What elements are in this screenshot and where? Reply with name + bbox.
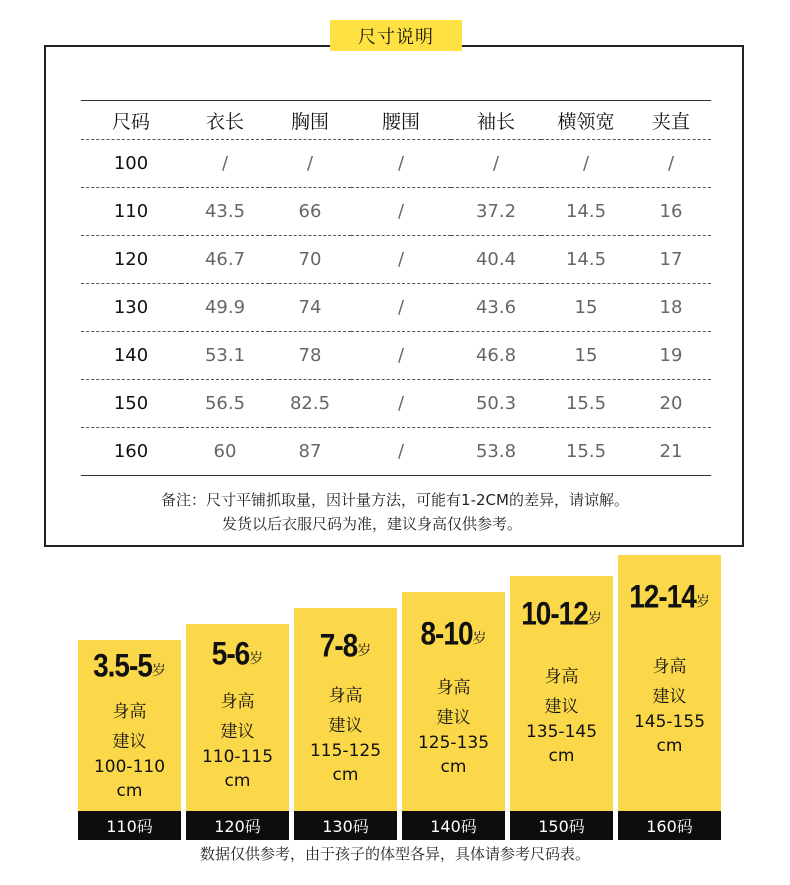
- table-cell: 15.5: [541, 380, 631, 428]
- table-cell: 43.6: [451, 284, 541, 332]
- table-cell: 43.5: [181, 188, 269, 236]
- table-cell: 120: [81, 236, 181, 284]
- height-unit: cm: [332, 765, 359, 785]
- height-range: 145-155: [633, 712, 706, 732]
- note-shipping: [0, 513, 790, 534]
- height-unit: cm: [224, 771, 251, 791]
- header-sleeve: 袖长: [451, 101, 541, 140]
- header-size: 尺码: [81, 101, 181, 140]
- table-cell: 82.5: [269, 380, 351, 428]
- table-cell: 78: [269, 332, 351, 380]
- table-cell: 20: [631, 380, 711, 428]
- age-range: [618, 578, 721, 615]
- table-cell: 37.2: [451, 188, 541, 236]
- size-tag: 160码: [618, 811, 721, 840]
- table-cell: /: [541, 140, 631, 188]
- suggest-label: 建议: [652, 687, 687, 707]
- table-cell: 14.5: [541, 188, 631, 236]
- age-unit: 岁: [249, 651, 264, 667]
- table-cell: 160: [81, 428, 181, 476]
- suggest-label: 建议: [112, 732, 147, 752]
- suggest-label: 建议: [220, 722, 255, 742]
- height-unit: cm: [656, 736, 683, 756]
- table-cell: 15: [541, 284, 631, 332]
- table-cell: /: [351, 332, 451, 380]
- suggest-label: 建议: [328, 716, 363, 736]
- table-cell: 100: [81, 140, 181, 188]
- table-cell: /: [351, 380, 451, 428]
- table-cell: 110: [81, 188, 181, 236]
- age-value: 7-8: [319, 627, 358, 664]
- age-range: [186, 635, 289, 672]
- age-value: 8-10: [420, 615, 473, 652]
- age-unit: 岁: [695, 594, 710, 610]
- table-cell: 130: [81, 284, 181, 332]
- table-cell: /: [351, 428, 451, 476]
- table-row: [81, 380, 711, 428]
- table-cell: 140: [81, 332, 181, 380]
- table-cell: 18: [631, 284, 711, 332]
- height-label: 身高: [112, 702, 147, 722]
- note-shipping-text: 发货以后衣服尺码为准，建议身高仅供参考。: [221, 515, 522, 533]
- age-range: [78, 647, 181, 684]
- table-cell: 74: [269, 284, 351, 332]
- table-cell: 15.5: [541, 428, 631, 476]
- table-cell: 16: [631, 188, 711, 236]
- table-cell: 17: [631, 236, 711, 284]
- height-label: 身高: [652, 657, 687, 677]
- suggest-label: 建议: [436, 708, 471, 728]
- table-cell: /: [631, 140, 711, 188]
- note-measurement: 备注：尺寸平铺抓取量，因计量方法，可能有1-2CM的差异，请谅解。: [161, 491, 629, 509]
- header-chest: 胸围: [269, 101, 351, 140]
- table-cell: 50.3: [451, 380, 541, 428]
- table-cell: 49.9: [181, 284, 269, 332]
- table-row: [81, 236, 711, 284]
- table-row: [81, 284, 711, 332]
- header-waist: 腰围: [351, 101, 451, 140]
- table-cell: 46.8: [451, 332, 541, 380]
- table-cell: 53.1: [181, 332, 269, 380]
- age-value: 10-12: [521, 595, 588, 632]
- table-row: [81, 428, 711, 476]
- height-range: 115-125: [309, 741, 382, 761]
- height-label: 身高: [544, 667, 579, 687]
- table-cell: 66: [269, 188, 351, 236]
- table-cell: /: [351, 140, 451, 188]
- table-cell: 70: [269, 236, 351, 284]
- table-cell: 40.4: [451, 236, 541, 284]
- height-unit: cm: [440, 757, 467, 777]
- size-tag: 130码: [294, 811, 397, 840]
- age-unit: 岁: [587, 611, 602, 627]
- size-tag: 120码: [186, 811, 289, 840]
- age-value: 12-14: [629, 578, 696, 615]
- size-chart-title: 尺寸说明: [330, 20, 462, 51]
- table-cell: /: [269, 140, 351, 188]
- header-length: 衣长: [181, 101, 269, 140]
- height-label: 身高: [436, 678, 471, 698]
- suggest-label: 建议: [544, 697, 579, 717]
- table-cell: 60: [181, 428, 269, 476]
- size-tag: 110码: [78, 811, 181, 840]
- table-cell: 53.8: [451, 428, 541, 476]
- table-row: [81, 140, 711, 188]
- footer-disclaimer: 数据仅供参考，由于孩子的体型各异，具体请参考尺码表。: [199, 845, 590, 863]
- table-cell: 21: [631, 428, 711, 476]
- age-value: 3.5-5: [93, 647, 152, 684]
- table-cell: /: [351, 236, 451, 284]
- table-row: [81, 332, 711, 380]
- age-unit: 岁: [151, 663, 166, 679]
- age-range: [294, 627, 397, 664]
- age-range: [510, 595, 613, 632]
- age-unit: 岁: [472, 631, 487, 647]
- height-range: 110-115: [201, 747, 274, 767]
- table-cell: 46.7: [181, 236, 269, 284]
- table-cell: 19: [631, 332, 711, 380]
- table-cell: /: [351, 284, 451, 332]
- table-cell: /: [351, 188, 451, 236]
- table-cell: 150: [81, 380, 181, 428]
- table-cell: 15: [541, 332, 631, 380]
- table-cell: /: [181, 140, 269, 188]
- height-range: 125-135: [417, 733, 490, 753]
- age-unit: 岁: [357, 643, 372, 659]
- height-unit: cm: [548, 746, 575, 766]
- age-range: [402, 615, 505, 652]
- height-range: 135-145: [525, 722, 598, 742]
- age-value: 5-6: [211, 635, 250, 672]
- size-tag: 150码: [510, 811, 613, 840]
- table-cell: 14.5: [541, 236, 631, 284]
- table-cell: 87: [269, 428, 351, 476]
- height-unit: cm: [116, 781, 143, 801]
- height-label: 身高: [220, 692, 255, 712]
- header-collar-width: 横领宽: [541, 101, 631, 140]
- table-cell: 56.5: [181, 380, 269, 428]
- table-cell: /: [451, 140, 541, 188]
- height-label: 身高: [328, 686, 363, 706]
- header-armhole: 夹直: [631, 101, 711, 140]
- size-table: [81, 100, 711, 476]
- table-header-row: [81, 101, 711, 140]
- size-tag: 140码: [402, 811, 505, 840]
- table-row: [81, 188, 711, 236]
- height-range: 100-110: [93, 757, 166, 777]
